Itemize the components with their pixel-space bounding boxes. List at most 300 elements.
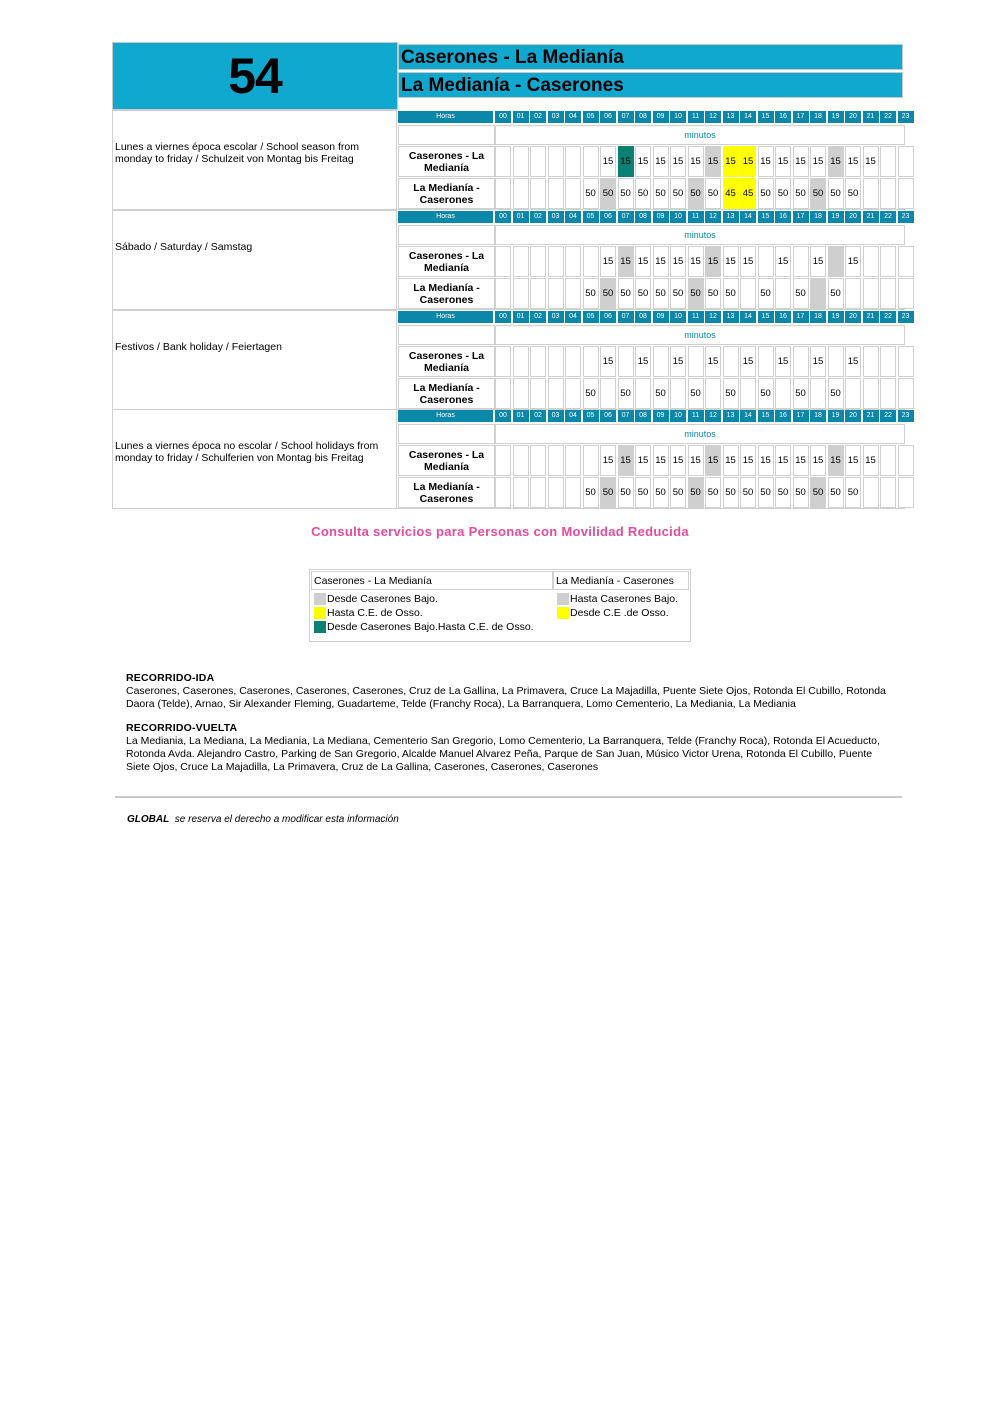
departure-minute-cell — [565, 346, 581, 377]
departure-minute-cell: 15 — [863, 146, 879, 177]
departure-minute-cell — [495, 445, 511, 476]
departure-minute-cell — [880, 378, 896, 409]
departure-minute-cell — [583, 445, 599, 476]
departure-minute-cell: 50 — [670, 477, 686, 508]
direction-title-return: La Medianía - Caserones — [398, 72, 903, 98]
hour-header: 13 — [723, 111, 739, 123]
departure-minute-cell: 50 — [810, 178, 826, 209]
hour-header: 10 — [670, 410, 686, 422]
departure-minute-cell: 50 — [600, 278, 616, 309]
departure-minute-cell — [548, 278, 564, 309]
hour-header: 06 — [600, 111, 616, 123]
legend — [309, 569, 691, 642]
brand-name: GLOBAL — [127, 814, 170, 825]
minutes-row-blank — [398, 125, 495, 145]
departure-minute-cell: 15 — [845, 146, 861, 177]
departure-minute-cell — [653, 346, 669, 377]
departure-minute-cell — [810, 278, 826, 309]
minutes-label: minutos — [495, 325, 905, 345]
hour-header: 22 — [880, 211, 896, 223]
departure-minute-cell: 50 — [688, 278, 704, 309]
departure-minute-cell: 15 — [688, 445, 704, 476]
departure-minute-cell — [513, 146, 529, 177]
departure-minute-cell: 50 — [775, 178, 791, 209]
schedule-block — [112, 110, 910, 210]
hour-header: 07 — [618, 211, 634, 223]
hour-header: 07 — [618, 410, 634, 422]
hour-header: 06 — [600, 211, 616, 223]
departure-minute-cell: 50 — [583, 477, 599, 508]
departure-minute-cell: 15 — [618, 146, 634, 177]
departure-minute-cell: 50 — [740, 477, 756, 508]
departure-minute-cell: 50 — [618, 378, 634, 409]
departure-minute-cell: 50 — [618, 278, 634, 309]
direction-row-label: La Medianía - Caserones — [398, 378, 495, 409]
departure-minute-cell: 15 — [810, 445, 826, 476]
departure-minute-cell — [898, 346, 914, 377]
departure-minute-cell — [863, 346, 879, 377]
departure-minute-cell: 15 — [635, 346, 651, 377]
hour-header: 09 — [653, 410, 669, 422]
hour-header: 09 — [653, 211, 669, 223]
hour-header: 03 — [548, 111, 564, 123]
departure-minute-cell — [565, 278, 581, 309]
legend-text: Hasta Caserones Bajo. — [570, 593, 678, 605]
departure-minute-cell — [530, 346, 546, 377]
legend-item — [555, 592, 678, 606]
departure-minute-cell — [705, 378, 721, 409]
departure-minute-cell — [530, 445, 546, 476]
departure-minute-cell — [530, 246, 546, 277]
departure-minute-cell: 50 — [583, 378, 599, 409]
departure-minute-cell — [513, 178, 529, 209]
departure-minute-cell — [898, 445, 914, 476]
schedule-day-cell — [112, 409, 397, 508]
departure-minute-cell — [723, 346, 739, 377]
hour-header: 20 — [845, 311, 861, 323]
direction-row-label: La Medianía - Caserones — [398, 278, 495, 309]
hour-header: 14 — [740, 311, 756, 323]
departure-minute-cell — [583, 346, 599, 377]
departure-minute-cell: 15 — [600, 146, 616, 177]
departure-minute-cell — [845, 278, 861, 309]
hour-header: 00 — [495, 311, 511, 323]
hour-header: 17 — [793, 410, 809, 422]
departure-minute-cell — [565, 477, 581, 508]
hour-header: 22 — [880, 111, 896, 123]
departure-minute-cell — [495, 146, 511, 177]
hour-header: 04 — [565, 410, 581, 422]
hour-header: 13 — [723, 311, 739, 323]
departure-minute-cell — [863, 378, 879, 409]
hour-header: 21 — [863, 311, 879, 323]
schedule-grid — [398, 110, 910, 209]
schedule-block — [112, 210, 910, 310]
hour-header: 18 — [810, 211, 826, 223]
departure-minute-cell: 15 — [670, 246, 686, 277]
hour-header: 03 — [548, 311, 564, 323]
departure-minute-cell — [495, 346, 511, 377]
departure-minute-cell: 15 — [670, 146, 686, 177]
departure-minute-cell — [793, 246, 809, 277]
departure-minute-cell — [495, 178, 511, 209]
hour-header: 08 — [635, 410, 651, 422]
departure-minute-cell: 15 — [723, 146, 739, 177]
departure-minute-cell: 50 — [828, 477, 844, 508]
departure-minute-cell — [495, 378, 511, 409]
departure-minute-cell: 15 — [775, 246, 791, 277]
departure-minute-cell: 15 — [688, 246, 704, 277]
departure-minute-cell: 15 — [775, 445, 791, 476]
departure-minute-cell: 50 — [793, 477, 809, 508]
departure-minute-cell — [828, 246, 844, 277]
schedule-day-cell — [112, 110, 397, 209]
hour-header: 16 — [775, 111, 791, 123]
schedule-day-label: Lunes a viernes época escolar / School season from monday to friday / Schulzeit von Montag bis Freitag — [115, 141, 359, 165]
direction-row-label: La Medianía - Caserones — [398, 477, 495, 508]
departure-minute-cell — [530, 378, 546, 409]
schedule-block — [112, 310, 910, 410]
hour-header: 11 — [688, 410, 704, 422]
legend-swatch — [557, 607, 569, 619]
hour-header: 01 — [513, 211, 529, 223]
hour-header: 04 — [565, 111, 581, 123]
disclaimer-text: se reserva el derecho a modificar esta información — [174, 814, 399, 825]
departure-minute-cell: 50 — [583, 178, 599, 209]
departure-minute-cell: 15 — [723, 445, 739, 476]
departure-minute-cell — [583, 146, 599, 177]
departure-minute-cell: 50 — [688, 477, 704, 508]
hour-header: 15 — [758, 410, 774, 422]
departure-minute-cell — [898, 178, 914, 209]
departure-minute-cell: 15 — [688, 146, 704, 177]
departure-minute-cell: 50 — [845, 178, 861, 209]
departure-minute-cell — [548, 178, 564, 209]
departure-minute-cell — [530, 278, 546, 309]
departure-minute-cell — [548, 246, 564, 277]
schedule-grid — [398, 310, 910, 409]
minutes-label: minutos — [495, 225, 905, 245]
hour-header: 03 — [548, 211, 564, 223]
departure-minute-cell: 50 — [688, 378, 704, 409]
schedule-day-cell — [112, 310, 397, 409]
departure-minute-cell — [513, 445, 529, 476]
departure-minute-cell — [548, 378, 564, 409]
hour-header: 23 — [898, 211, 914, 223]
departure-minute-cell — [600, 378, 616, 409]
hours-label: Horas — [398, 311, 493, 323]
departure-minute-cell — [565, 445, 581, 476]
departure-minute-cell: 15 — [705, 146, 721, 177]
departure-minute-cell: 15 — [810, 346, 826, 377]
legend-item — [312, 606, 534, 620]
departure-minute-cell: 50 — [618, 477, 634, 508]
hour-header: 12 — [705, 211, 721, 223]
hour-header: 13 — [723, 410, 739, 422]
hours-label: Horas — [398, 410, 493, 422]
departure-minute-cell: 50 — [653, 178, 669, 209]
hour-header: 19 — [828, 410, 844, 422]
disclaimer — [127, 814, 399, 825]
legend-head-outbound: Caserones - La Medianía — [311, 571, 553, 590]
departure-minute-cell: 50 — [845, 477, 861, 508]
departure-minute-cell: 15 — [845, 246, 861, 277]
schedule-day-label: Sábado / Saturday / Samstag — [115, 241, 253, 253]
departure-minute-cell: 15 — [758, 445, 774, 476]
departure-minute-cell: 15 — [810, 146, 826, 177]
departure-minute-cell: 15 — [775, 346, 791, 377]
legend-text: Desde Caserones Bajo. — [327, 593, 438, 605]
departure-minute-cell: 50 — [670, 278, 686, 309]
hour-header: 05 — [583, 410, 599, 422]
departure-minute-cell: 50 — [810, 477, 826, 508]
departure-minute-cell: 45 — [740, 178, 756, 209]
route-return-stops: La Mediania, La Mediana, La Mediania, La Mediana, Cementerio San Gregorio, Lomo Cementerio, La Barranquera, Telde (Franchy Roca), Rotonda El Acueducto, Rotonda Avda. Alejandro Castro, Parking de San Gregorio, Alcalde Manuel Alvarez Peña, Parque de San Juan, Músico Victor Urena, Rotonda El Cubillo, Puente Siete Ojos, Cruce La Majadilla, La Primavera, Cruz de La Gallina, Caserones, Caserones, Caserones — [126, 735, 880, 773]
hour-header: 11 — [688, 111, 704, 123]
departure-minute-cell: 50 — [723, 278, 739, 309]
departure-minute-cell: 50 — [723, 477, 739, 508]
hour-header: 08 — [635, 111, 651, 123]
departure-minute-cell: 15 — [775, 146, 791, 177]
hour-header: 19 — [828, 311, 844, 323]
legend-item — [312, 620, 534, 634]
schedule-grid — [398, 210, 910, 309]
departure-minute-cell — [863, 246, 879, 277]
departure-minute-cell: 15 — [618, 246, 634, 277]
hour-header: 17 — [793, 211, 809, 223]
departure-minute-cell: 15 — [670, 346, 686, 377]
departure-minute-cell: 15 — [600, 346, 616, 377]
legend-column-return — [555, 592, 678, 620]
hour-header: 11 — [688, 211, 704, 223]
departure-minute-cell — [513, 246, 529, 277]
departure-minute-cell — [775, 378, 791, 409]
hour-header: 09 — [653, 311, 669, 323]
departure-minute-cell: 15 — [653, 246, 669, 277]
hour-header: 21 — [863, 211, 879, 223]
direction-row-label: Caserones - La Medianía — [398, 246, 495, 277]
departure-minute-cell — [898, 378, 914, 409]
hour-header: 19 — [828, 111, 844, 123]
minutes-row-blank — [398, 225, 495, 245]
departure-minute-cell: 50 — [793, 178, 809, 209]
hour-header: 23 — [898, 311, 914, 323]
minutes-label: minutos — [495, 125, 905, 145]
minutes-row-blank — [398, 325, 495, 345]
departure-minute-cell — [495, 246, 511, 277]
departure-minute-cell — [548, 146, 564, 177]
schedule-day-label: Festivos / Bank holiday / Feiertagen — [115, 341, 282, 353]
departure-minute-cell — [513, 378, 529, 409]
departure-minute-cell — [863, 278, 879, 309]
departure-minute-cell: 15 — [635, 246, 651, 277]
hour-header: 20 — [845, 111, 861, 123]
hour-header: 14 — [740, 211, 756, 223]
departure-minute-cell: 15 — [600, 445, 616, 476]
direction-row-label: Caserones - La Medianía — [398, 146, 495, 177]
direction-row-label: La Medianía - Caserones — [398, 178, 495, 209]
hour-header: 14 — [740, 111, 756, 123]
hour-header: 06 — [600, 410, 616, 422]
departure-minute-cell: 50 — [583, 278, 599, 309]
departure-minute-cell — [880, 146, 896, 177]
departure-minute-cell — [758, 346, 774, 377]
hour-header: 22 — [880, 311, 896, 323]
hour-header: 20 — [845, 211, 861, 223]
departure-minute-cell: 50 — [775, 477, 791, 508]
schedule-grid — [398, 409, 910, 508]
departure-minute-cell — [688, 346, 704, 377]
hour-header: 23 — [898, 410, 914, 422]
hour-header: 22 — [880, 410, 896, 422]
route-number: 54 — [112, 42, 398, 110]
reduced-mobility-link[interactable]: Consulta servicios para Personas con Movilidad Reducida — [311, 524, 689, 539]
departure-minute-cell: 50 — [653, 477, 669, 508]
route-return — [126, 722, 896, 774]
departure-minute-cell — [880, 178, 896, 209]
hour-header: 02 — [530, 410, 546, 422]
hour-header: 17 — [793, 111, 809, 123]
hour-header: 06 — [600, 311, 616, 323]
hour-header: 23 — [898, 111, 914, 123]
departure-minute-cell: 15 — [845, 346, 861, 377]
departure-minute-cell — [565, 378, 581, 409]
hour-header: 02 — [530, 311, 546, 323]
departure-minute-cell: 50 — [758, 477, 774, 508]
departure-minute-cell — [583, 246, 599, 277]
route-return-title: RECORRIDO-VUELTA — [126, 722, 238, 734]
minutes-label: minutos — [495, 424, 905, 444]
hour-header: 02 — [530, 111, 546, 123]
departure-minute-cell — [548, 445, 564, 476]
departure-minute-cell: 15 — [863, 445, 879, 476]
departure-minute-cell: 15 — [653, 146, 669, 177]
departure-minute-cell: 15 — [635, 445, 651, 476]
departure-minute-cell: 15 — [600, 246, 616, 277]
departure-minute-cell — [880, 278, 896, 309]
departure-minute-cell: 15 — [723, 246, 739, 277]
hour-header: 04 — [565, 311, 581, 323]
departure-minute-cell: 15 — [740, 246, 756, 277]
departure-minute-cell — [740, 278, 756, 309]
departure-minute-cell: 15 — [828, 146, 844, 177]
departure-minute-cell: 50 — [600, 178, 616, 209]
departure-minute-cell: 50 — [600, 477, 616, 508]
departure-minute-cell: 15 — [828, 445, 844, 476]
route-outbound-stops: Caserones, Caserones, Caserones, Caserones, Caserones, Cruz de La Gallina, La Primavera, Cruce La Majadilla, Puente Siete Ojos, Rotonda El Cubillo, Rotonda Daora (Telde), Arnao, Sir Alexander Fleming, Guadarteme, Telde (Franchy Roca), La Barranquera, Lomo Cementerio, La Mediania, La Mediania — [126, 685, 886, 710]
direction-row-label: Caserones - La Medianía — [398, 346, 495, 377]
hour-header: 21 — [863, 111, 879, 123]
hour-header: 12 — [705, 311, 721, 323]
departure-minute-cell — [530, 178, 546, 209]
hour-header: 20 — [845, 410, 861, 422]
departure-minute-cell — [863, 477, 879, 508]
departure-minute-cell: 15 — [740, 146, 756, 177]
hour-header: 05 — [583, 311, 599, 323]
departure-minute-cell: 50 — [705, 278, 721, 309]
departure-minute-cell — [530, 477, 546, 508]
departure-minute-cell: 15 — [635, 146, 651, 177]
legend-item — [555, 606, 678, 620]
hour-header: 16 — [775, 311, 791, 323]
departure-minute-cell: 50 — [828, 278, 844, 309]
legend-text: Desde C.E .de Osso. — [570, 607, 669, 619]
direction-row-label: Caserones - La Medianía — [398, 445, 495, 476]
hour-header: 19 — [828, 211, 844, 223]
departure-minute-cell — [880, 445, 896, 476]
hour-header: 09 — [653, 111, 669, 123]
hour-header: 16 — [775, 211, 791, 223]
hour-header: 10 — [670, 111, 686, 123]
departure-minute-cell — [513, 278, 529, 309]
departure-minute-cell: 50 — [670, 178, 686, 209]
hour-header: 11 — [688, 311, 704, 323]
departure-minute-cell: 50 — [758, 278, 774, 309]
hour-header: 01 — [513, 311, 529, 323]
departure-minute-cell: 15 — [705, 346, 721, 377]
legend-swatch — [314, 593, 326, 605]
departure-minute-cell — [828, 346, 844, 377]
departure-minute-cell: 15 — [793, 146, 809, 177]
legend-head-return: La Medianía - Caserones — [553, 571, 689, 590]
hour-header: 04 — [565, 211, 581, 223]
departure-minute-cell: 50 — [688, 178, 704, 209]
departure-minute-cell — [880, 346, 896, 377]
departure-minute-cell — [898, 477, 914, 508]
hour-header: 14 — [740, 410, 756, 422]
departure-minute-cell: 15 — [740, 445, 756, 476]
departure-minute-cell — [898, 278, 914, 309]
departure-minute-cell: 15 — [845, 445, 861, 476]
hour-header: 21 — [863, 410, 879, 422]
hour-header: 08 — [635, 311, 651, 323]
hour-header: 05 — [583, 211, 599, 223]
route-header — [112, 42, 905, 110]
hour-header: 07 — [618, 111, 634, 123]
departure-minute-cell — [758, 246, 774, 277]
hour-header: 05 — [583, 111, 599, 123]
divider — [115, 796, 902, 798]
route-outbound — [126, 672, 896, 711]
departure-minute-cell: 15 — [758, 146, 774, 177]
departure-minute-cell: 50 — [758, 178, 774, 209]
departure-minute-cell — [863, 178, 879, 209]
hour-header: 10 — [670, 211, 686, 223]
hour-header: 02 — [530, 211, 546, 223]
departure-minute-cell: 50 — [793, 378, 809, 409]
departure-minute-cell: 15 — [705, 246, 721, 277]
departure-minute-cell: 50 — [705, 178, 721, 209]
departure-minute-cell: 50 — [758, 378, 774, 409]
departure-minute-cell: 15 — [740, 346, 756, 377]
departure-minute-cell — [775, 278, 791, 309]
hour-header: 18 — [810, 111, 826, 123]
departure-minute-cell: 50 — [653, 378, 669, 409]
departure-minute-cell — [530, 146, 546, 177]
route-outbound-title: RECORRIDO-IDA — [126, 672, 215, 684]
hour-header: 10 — [670, 311, 686, 323]
hour-header: 07 — [618, 311, 634, 323]
schedule-day-cell — [112, 210, 397, 309]
legend-item — [312, 592, 534, 606]
departure-minute-cell: 50 — [828, 378, 844, 409]
departure-minute-cell — [513, 477, 529, 508]
departure-minute-cell: 15 — [810, 246, 826, 277]
departure-minute-cell: 15 — [670, 445, 686, 476]
schedule-block — [112, 409, 910, 509]
departure-minute-cell: 50 — [828, 178, 844, 209]
hours-label: Horas — [398, 111, 493, 123]
